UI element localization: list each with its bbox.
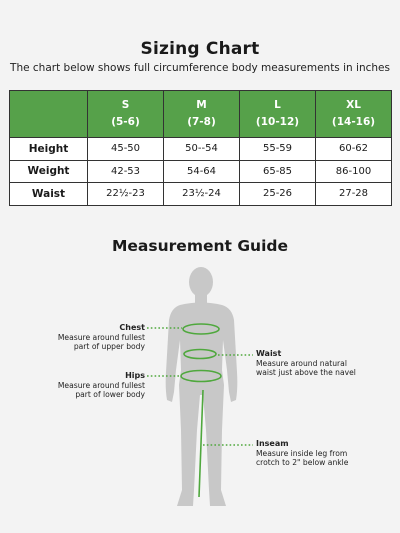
size-range: (14-16) xyxy=(331,116,376,128)
table-cell: 86-100 xyxy=(316,160,392,183)
table-cell: 25-26 xyxy=(240,183,316,206)
hips-label-name: Hips xyxy=(125,371,145,380)
page-title: Sizing Chart xyxy=(140,39,260,59)
table-cell: 50--54 xyxy=(164,138,240,161)
row-label-height: Height xyxy=(10,138,88,161)
row-label-weight: Weight xyxy=(10,160,88,183)
inseam-measure-line xyxy=(199,390,203,497)
table-cell: 42-53 xyxy=(88,160,164,183)
inseam-label-name: Inseam xyxy=(256,439,289,448)
body-silhouette xyxy=(166,267,238,506)
page-subtitle: The chart below shows full circumference body measurements in inches xyxy=(10,62,390,74)
inseam-label xyxy=(256,439,348,468)
body-shape xyxy=(166,303,238,507)
table-cell: 60-62 xyxy=(316,138,392,161)
hips-label-line2: part of lower body xyxy=(75,390,145,400)
table-cell: 54-64 xyxy=(164,160,240,183)
size-name: M xyxy=(196,99,207,111)
waist-label-line2: waist just above the navel xyxy=(256,368,356,378)
chest-label-line2: part of upper body xyxy=(73,342,145,352)
chest-label-name: Chest xyxy=(119,323,145,332)
table-cell: 55-59 xyxy=(240,138,316,161)
hips-label xyxy=(58,371,145,400)
size-range: (10-12) xyxy=(255,116,300,128)
table-cell: 27-28 xyxy=(316,183,392,206)
hips-label-line1: Measure around fullest xyxy=(57,380,145,390)
measurement-guide-title: Measurement Guide xyxy=(112,237,288,255)
waist-label-line1: Measure around natural xyxy=(256,358,347,368)
row-label-waist: Waist xyxy=(10,183,88,206)
chest-label-line1: Measure around fullest xyxy=(57,332,145,342)
waist-label-name: Waist xyxy=(256,349,282,358)
chest-label xyxy=(58,323,145,352)
inseam-label-line1: Measure inside leg from xyxy=(256,448,348,458)
waist-label xyxy=(256,349,356,378)
inseam-label-line2: crotch to 2" below ankle xyxy=(256,458,349,468)
head-shape xyxy=(189,267,213,297)
table-cell: 23½-24 xyxy=(164,183,240,206)
size-name: L xyxy=(274,99,281,111)
table-cell: 65-85 xyxy=(240,160,316,183)
table-cell: 22½-23 xyxy=(88,183,164,206)
table-cell: 45-50 xyxy=(88,138,164,161)
size-name: XL xyxy=(346,99,361,111)
size-name: S xyxy=(121,99,130,111)
size-range: (7-8) xyxy=(187,116,216,128)
size-range: (5-6) xyxy=(111,116,140,128)
